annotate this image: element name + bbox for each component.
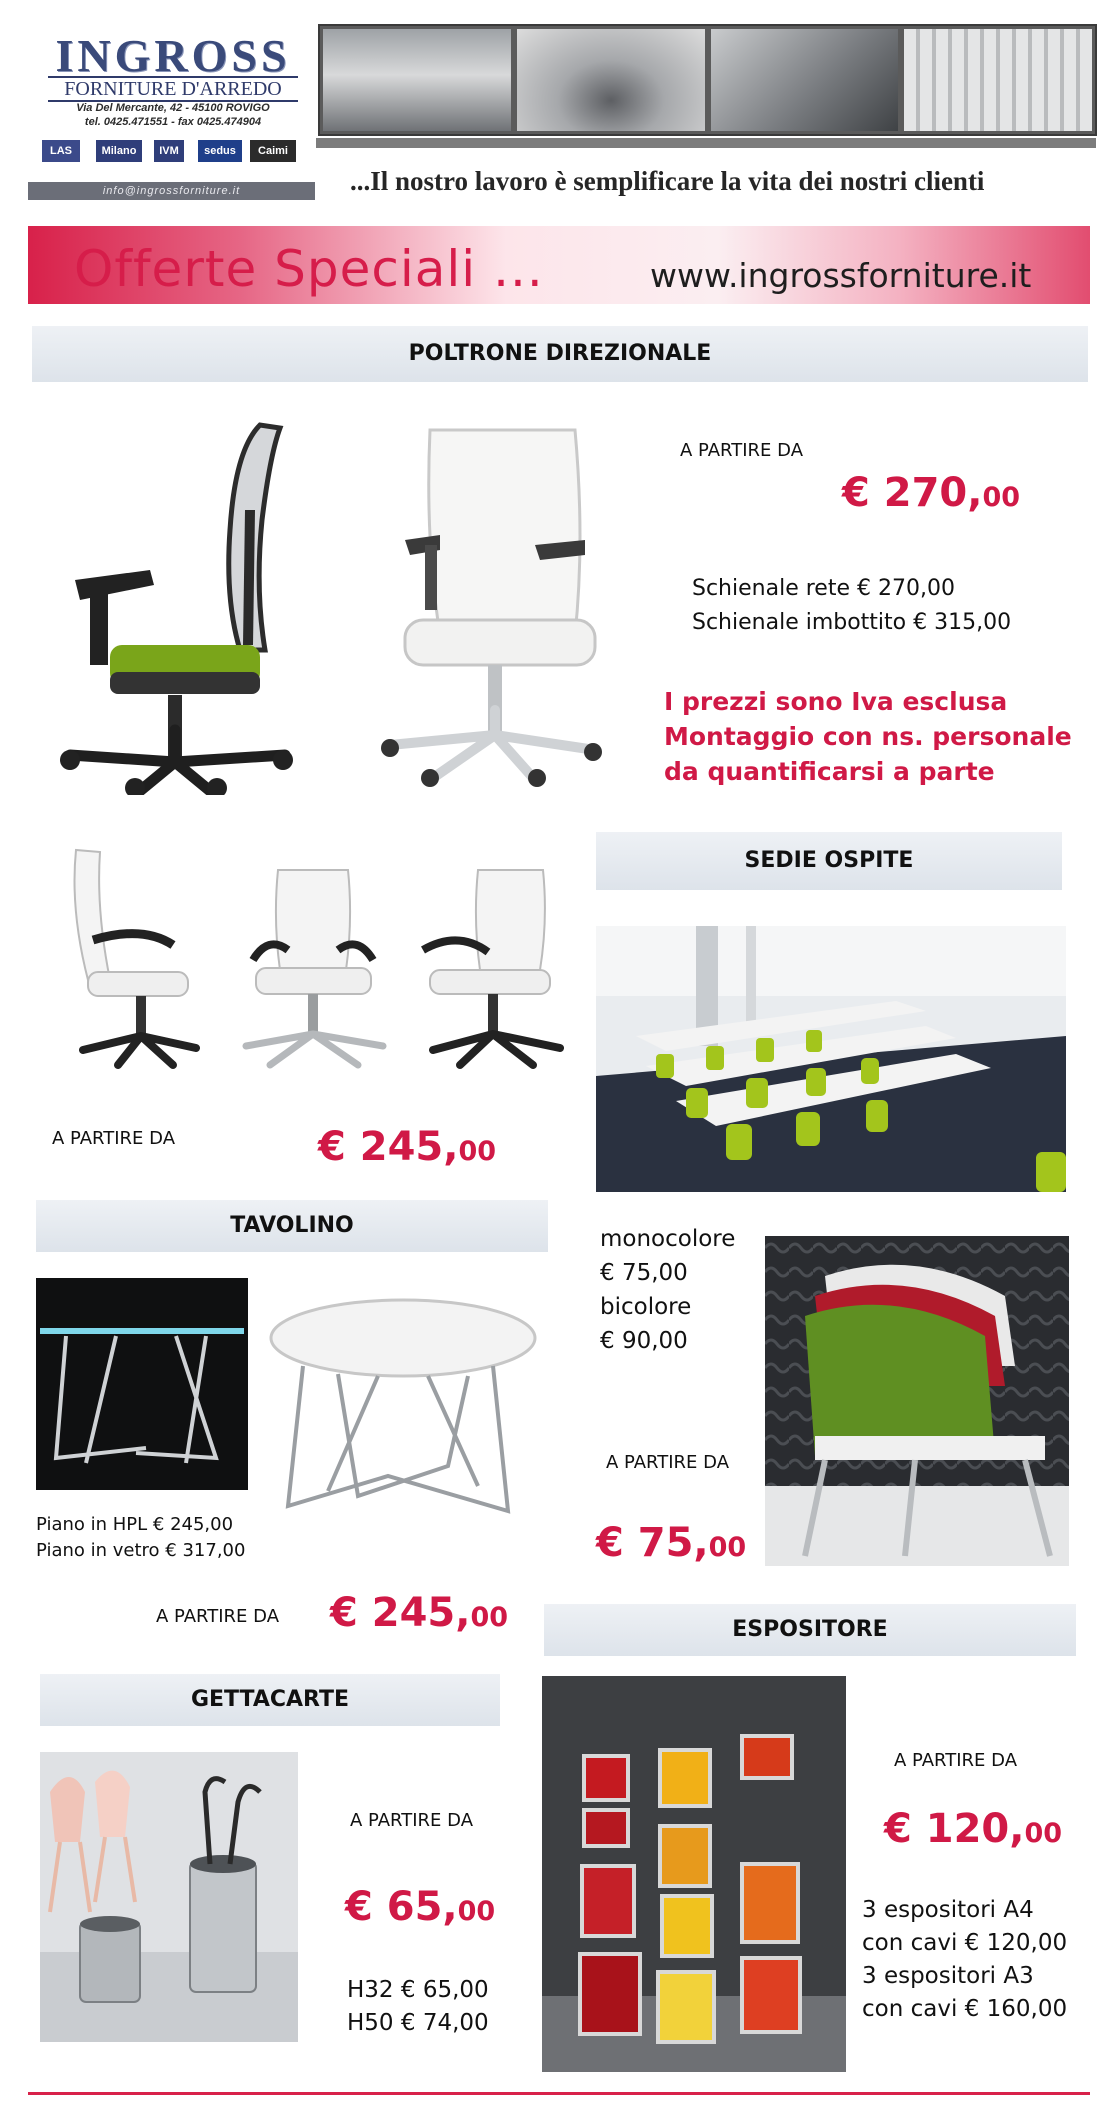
company-phone: tel. 0425.471551 - fax 0425.474904 [84,116,262,128]
section-header-poltrone: POLTRONE DIREZIONALE [32,326,1088,382]
office-photo-3 [711,29,899,131]
section-header-tavolino: TAVOLINO [36,1200,548,1252]
section-header-gettacarte: GETTACARTE [40,1674,500,1726]
gettacarte-price: € 65,00 [345,1884,496,1930]
glass-table-photo [36,1278,248,1490]
display-frames-photo [542,1676,846,2072]
special-offers-title: Offerte Speciali ... [74,240,544,298]
header-office-photos [318,24,1097,136]
operative-chairs-image [48,840,568,1070]
website-link[interactable]: www.ingrossforniture.it [650,256,1032,295]
company-logo-subtitle: FORNITURE D'ARREDO [48,76,298,102]
company-logo-word: INGROSS [55,30,291,81]
brand-logo-milano: Milano [96,140,142,162]
sedie-ospite-price-details: monocolore € 75,00 bicolore € 90,00 [600,1226,736,1354]
office-photo-1 [323,29,511,131]
espositore-from-label: A PARTIRE DA [894,1750,1018,1771]
sedie-ospite-from-label: A PARTIRE DA [606,1452,730,1473]
sedie-ospite-price: € 75,00 [596,1520,747,1566]
espositore-price-details: 3 espositori A4 con cavi € 120,00 3 espositori A3 con cavi € 160,00 [862,1897,1068,2022]
round-white-table-image [268,1296,538,1518]
contact-email[interactable]: info@ingrossforniture.it [28,182,315,200]
tavolino-price: € 245,00 [330,1590,509,1636]
brand-logo-caimi: Caimi [250,140,296,162]
stacked-guest-chairs-photo [765,1236,1069,1566]
bottom-divider [28,2092,1090,2095]
operativa-price: € 245,00 [318,1124,497,1170]
brand-logo-sedus: sedus [198,140,242,162]
gettacarte-price-details: H32 € 65,00 H50 € 74,00 [347,1977,489,2036]
company-address: Via Del Mercante, 42 - 45100 ROVIGO [76,102,270,114]
office-photo-2 [517,29,705,131]
header-divider [316,138,1096,148]
brand-logo-ivm: IVM [154,140,184,162]
gettacarte-from-label: A PARTIRE DA [350,1810,474,1831]
mesh-executive-chair-image [50,410,300,795]
bins-umbrella-stand-photo [40,1752,298,2042]
operativa-from-label: A PARTIRE DA [52,1128,176,1149]
section-header-sedie-ospite: SEDIE OSPITE [596,832,1062,890]
poltrone-from-label: A PARTIRE DA [680,440,804,461]
pricing-notes: I prezzi sono Iva esclusa Montaggio con ns. personale da quantificarsi a parte [664,687,1072,786]
meeting-room-photo [596,926,1066,1192]
section-header-espositore: ESPOSITORE [544,1604,1076,1656]
poltrone-price-details: Schienale rete € 270,00 Schienale imbottito € 315,00 [692,576,1012,635]
espositore-price: € 120,00 [884,1806,1063,1852]
brand-logo-las: LAS [42,140,80,162]
white-executive-chair-image [370,420,610,790]
tavolino-price-details: Piano in HPL € 245,00 Piano in vetro € 317,00 [36,1514,246,1561]
tavolino-from-label: A PARTIRE DA [156,1606,280,1627]
company-tagline: ...Il nostro lavoro è semplificare la vita dei nostri clienti [350,166,985,196]
office-photo-4 [904,29,1092,131]
poltrone-price: € 270,00 [842,470,1021,516]
